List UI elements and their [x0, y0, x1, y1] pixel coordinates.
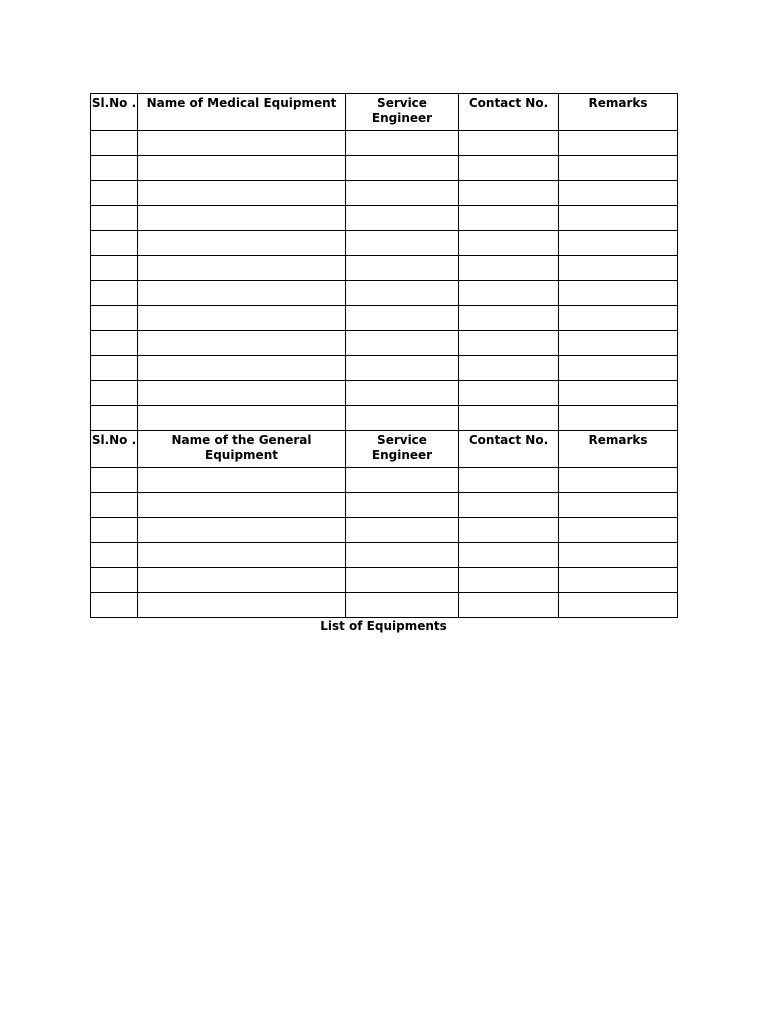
cell-equipment-name — [138, 281, 346, 306]
cell-sl-no — [91, 518, 138, 543]
header-sl-no: Sl.No . — [91, 431, 138, 468]
cell-contact-no — [459, 156, 559, 181]
cell-contact-no — [459, 518, 559, 543]
cell-contact-no — [459, 281, 559, 306]
header-sl-no: Sl.No . — [91, 94, 138, 131]
cell-sl-no — [91, 131, 138, 156]
cell-service-engineer — [346, 356, 459, 381]
cell-contact-no — [459, 131, 559, 156]
cell-equipment-name — [138, 593, 346, 618]
cell-sl-no — [91, 306, 138, 331]
cell-equipment-name — [138, 306, 346, 331]
medical-table-row — [91, 156, 678, 181]
cell-sl-no — [91, 593, 138, 618]
general-table-row — [91, 593, 678, 618]
cell-sl-no — [91, 468, 138, 493]
header-service-engineer: Service Engineer — [346, 94, 459, 131]
cell-service-engineer — [346, 181, 459, 206]
cell-remarks — [559, 568, 678, 593]
cell-remarks — [559, 206, 678, 231]
medical-table-row — [91, 131, 678, 156]
cell-remarks — [559, 406, 678, 431]
cell-equipment-name — [138, 381, 346, 406]
cell-sl-no — [91, 156, 138, 181]
equipment-table — [90, 93, 678, 618]
cell-remarks — [559, 493, 678, 518]
cell-remarks — [559, 468, 678, 493]
cell-contact-no — [459, 206, 559, 231]
medical-table-row — [91, 181, 678, 206]
cell-contact-no — [459, 231, 559, 256]
cell-service-engineer — [346, 306, 459, 331]
general-table-row — [91, 518, 678, 543]
medical-table-row — [91, 381, 678, 406]
general-table-row — [91, 568, 678, 593]
cell-equipment-name — [138, 518, 346, 543]
general-table-row — [91, 468, 678, 493]
cell-service-engineer — [346, 256, 459, 281]
header-general-equipment-name: Name of the General Equipment — [138, 431, 346, 468]
cell-remarks — [559, 543, 678, 568]
header-medical-equipment-name: Name of Medical Equipment — [138, 94, 346, 131]
cell-sl-no — [91, 281, 138, 306]
header-service-engineer: Service Engineer — [346, 431, 459, 468]
cell-contact-no — [459, 331, 559, 356]
cell-service-engineer — [346, 206, 459, 231]
cell-contact-no — [459, 593, 559, 618]
cell-contact-no — [459, 493, 559, 518]
cell-service-engineer — [346, 281, 459, 306]
cell-sl-no — [91, 206, 138, 231]
equipment-table-wrapper — [90, 93, 677, 618]
medical-table-row — [91, 406, 678, 431]
cell-sl-no — [91, 543, 138, 568]
cell-remarks — [559, 381, 678, 406]
table-caption: List of Equipments — [320, 619, 447, 633]
equipment-table-body — [91, 94, 678, 618]
cell-contact-no — [459, 406, 559, 431]
cell-service-engineer — [346, 131, 459, 156]
cell-remarks — [559, 231, 678, 256]
cell-contact-no — [459, 181, 559, 206]
general-table-row — [91, 543, 678, 568]
header-remarks: Remarks — [559, 94, 678, 131]
cell-service-engineer — [346, 381, 459, 406]
cell-equipment-name — [138, 206, 346, 231]
cell-sl-no — [91, 231, 138, 256]
medical-header-row — [91, 94, 678, 131]
cell-equipment-name — [138, 493, 346, 518]
cell-remarks — [559, 518, 678, 543]
cell-sl-no — [91, 568, 138, 593]
cell-equipment-name — [138, 131, 346, 156]
cell-service-engineer — [346, 568, 459, 593]
cell-service-engineer — [346, 406, 459, 431]
cell-remarks — [559, 281, 678, 306]
cell-equipment-name — [138, 543, 346, 568]
cell-equipment-name — [138, 468, 346, 493]
cell-remarks — [559, 156, 678, 181]
medical-table-row — [91, 206, 678, 231]
cell-equipment-name — [138, 356, 346, 381]
cell-contact-no — [459, 381, 559, 406]
medical-table-row — [91, 281, 678, 306]
medical-table-row — [91, 306, 678, 331]
cell-equipment-name — [138, 231, 346, 256]
cell-equipment-name — [138, 406, 346, 431]
medical-table-row — [91, 256, 678, 281]
cell-contact-no — [459, 306, 559, 331]
cell-sl-no — [91, 356, 138, 381]
cell-remarks — [559, 593, 678, 618]
cell-remarks — [559, 306, 678, 331]
cell-service-engineer — [346, 468, 459, 493]
cell-sl-no — [91, 381, 138, 406]
cell-remarks — [559, 356, 678, 381]
general-header-row — [91, 431, 678, 468]
cell-remarks — [559, 331, 678, 356]
cell-contact-no — [459, 356, 559, 381]
cell-service-engineer — [346, 231, 459, 256]
cell-service-engineer — [346, 493, 459, 518]
medical-table-row — [91, 231, 678, 256]
cell-contact-no — [459, 543, 559, 568]
cell-equipment-name — [138, 156, 346, 181]
medical-table-row — [91, 331, 678, 356]
medical-table-row — [91, 356, 678, 381]
cell-contact-no — [459, 568, 559, 593]
cell-equipment-name — [138, 181, 346, 206]
cell-sl-no — [91, 181, 138, 206]
cell-remarks — [559, 256, 678, 281]
header-remarks: Remarks — [559, 431, 678, 468]
cell-service-engineer — [346, 156, 459, 181]
cell-sl-no — [91, 331, 138, 356]
cell-service-engineer — [346, 518, 459, 543]
cell-equipment-name — [138, 256, 346, 281]
header-contact-no: Contact No. — [459, 431, 559, 468]
cell-remarks — [559, 131, 678, 156]
header-contact-no: Contact No. — [459, 94, 559, 131]
cell-contact-no — [459, 468, 559, 493]
cell-equipment-name — [138, 568, 346, 593]
cell-sl-no — [91, 493, 138, 518]
cell-service-engineer — [346, 593, 459, 618]
cell-equipment-name — [138, 331, 346, 356]
cell-contact-no — [459, 256, 559, 281]
cell-sl-no — [91, 256, 138, 281]
cell-remarks — [559, 181, 678, 206]
cell-sl-no — [91, 406, 138, 431]
cell-service-engineer — [346, 543, 459, 568]
cell-service-engineer — [346, 331, 459, 356]
general-table-row — [91, 493, 678, 518]
